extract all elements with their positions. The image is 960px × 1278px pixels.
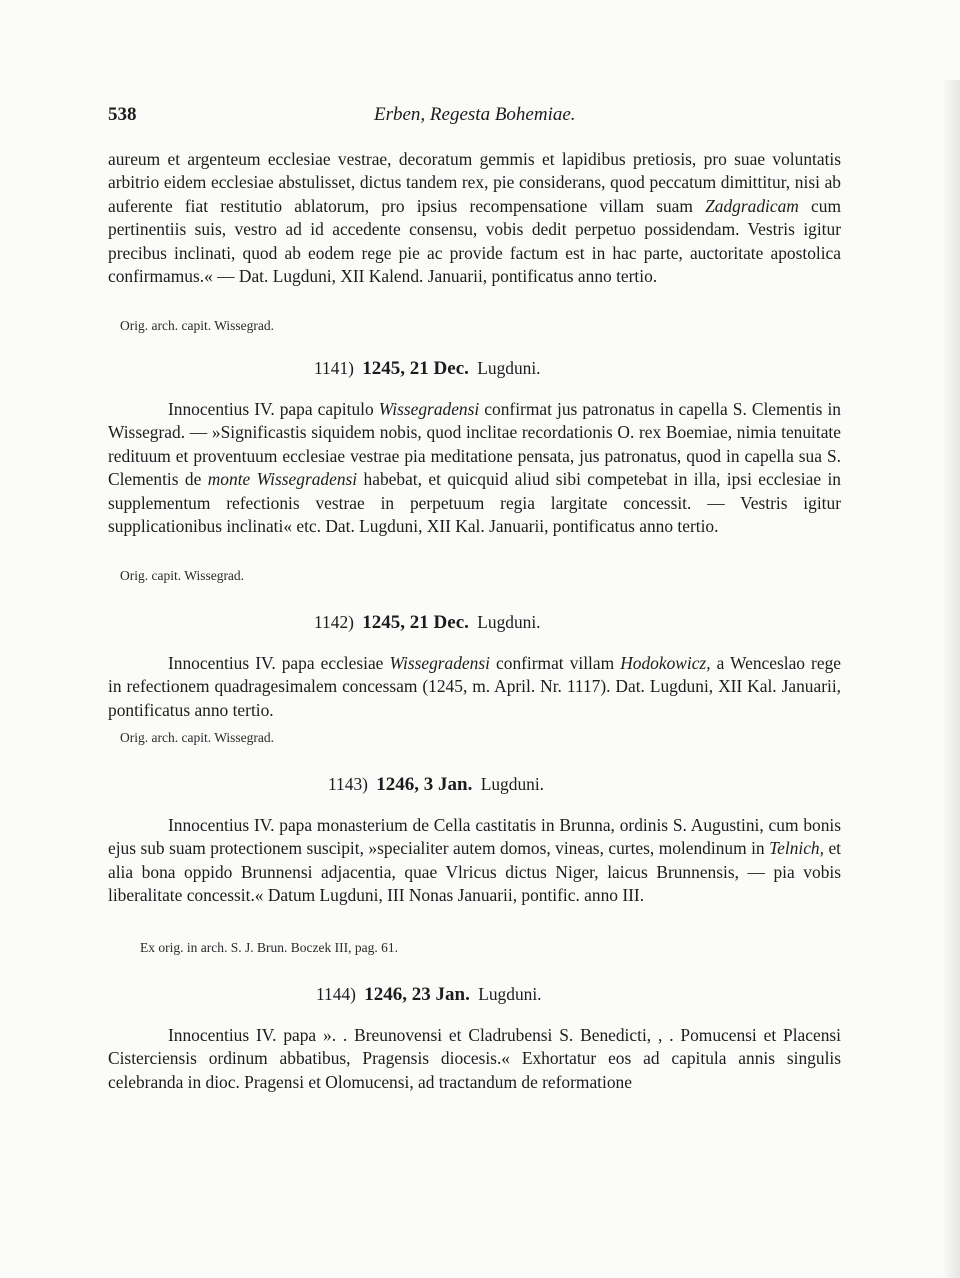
entry-heading bbox=[314, 612, 541, 634]
entry-italic: Wissegradensi bbox=[378, 399, 480, 419]
entry-number: 1142) bbox=[314, 612, 354, 632]
entry-heading bbox=[328, 774, 544, 796]
running-title: Erben, Regesta Bohemiae. bbox=[374, 104, 576, 125]
entry-date: 1246, 23 Jan. bbox=[364, 984, 470, 1005]
continuation-paragraph bbox=[108, 148, 841, 288]
entry-text-part: Innocentius IV. papa monasterium de Cella castitatis in Brunna, ordinis S. Augustini, cum bonis ejus sub suam protectionem suscipit, »specialiter autem domos, vineas, curtes, molendinum in bbox=[108, 815, 841, 859]
entry-place: Lugduni. bbox=[477, 358, 541, 378]
entry-date: 1245, 21 Dec. bbox=[362, 612, 469, 633]
entry-text bbox=[108, 652, 841, 722]
entry-text-part: et alia bona oppido Brunnensi adjacentia, quae Vlricus dictus Niger, laicus Brunnensis, — pia vobis liberalitate concessit.« Datum Lugduni, III Nonas Januarii, pontific. anno III. bbox=[108, 838, 841, 906]
entry-date: 1246, 3 Jan. bbox=[376, 774, 473, 795]
entry-text bbox=[108, 814, 841, 908]
entry-text-part: Innocentius IV. papa ». . Breunovensi et Cladrubensi S. Benedicti, , . Pomucensi et Placensi Cisterciensis ordinum abbatibus, Pragensis diocesis.« Exhortatur eos ad capitula annis singulis celebranda in dioc. Pragensi et Olomucensi, ad tractandum de reformatione bbox=[108, 1025, 841, 1092]
page-header bbox=[108, 104, 848, 134]
page-number: 538 bbox=[108, 104, 137, 125]
entry-text-part: a Wenceslao rege in refectionem quadragesimalem concessam (1245, m. April. Nr. 1117). Dat. Lugduni, XII Kal. Januarii, pontificatus anno tertio. bbox=[108, 653, 841, 720]
entry-text-part: confirmat villam bbox=[489, 653, 621, 673]
entry-heading bbox=[316, 984, 542, 1006]
entry-number: 1143) bbox=[328, 774, 368, 794]
entry-number: 1141) bbox=[314, 358, 354, 378]
entry-text bbox=[108, 1024, 841, 1094]
entry-text-part: Innocentius IV. papa ecclesiae bbox=[168, 653, 390, 673]
continuation-text-2: cum pertinentiis suis, vestro ad id accedente consensu, vobis dedit perpetuo possidendam. Vestris igitur precibus inclinati, quod ab eodem rege pie ac provide factum est in hac parte, auctoritate apostolica confirmamus.« — Dat. Lugduni, XII Kalend. Januarii, pontificatus anno tertio. bbox=[108, 195, 841, 287]
source-note: Orig. arch. capit. Wissegrad. bbox=[120, 318, 275, 333]
continuation-italic: Zadgradicam bbox=[705, 195, 799, 216]
entry-italic: Wissegradensi bbox=[389, 653, 490, 673]
entry-date: 1245, 21 Dec. bbox=[362, 358, 469, 379]
entry-text-part: confirmat jus patronatus in capella S. Clementis in Wissegrad. — »Significastis siquidem nobis, quod inclitae recordationis O. rex Boemiae, nimia tenuitate redituum et proventuum ecclesiae vestrae pia meditatione pensata, jus patronatus, quod in capella sua S. Clementis de bbox=[108, 399, 841, 490]
entry-heading bbox=[314, 358, 541, 380]
entry-italic: Hodokowicz, bbox=[620, 653, 711, 673]
entry-text-part: Innocentius IV. papa capitulo bbox=[168, 399, 379, 419]
source-note: Orig. arch. capit. Wissegrad. bbox=[120, 730, 275, 745]
entry-number: 1144) bbox=[316, 984, 356, 1004]
page-edge-shadow bbox=[942, 80, 960, 1278]
continuation-text-1: aureum et argenteum ecclesiae vestrae, decoratum gemmis et lapidibus pretiosis, pro suae voluntatis arbitrio eidem ecclesiae abstulisset, dictus tandem rex, pie considerans, quod peccatum dimittitur, nisi ab auferente fiat restitutio ablatorum, pro ipsius recompensatione villam suam bbox=[108, 149, 841, 216]
entry-text-part: habebat, et quicquid aliud sibi competebat in illa, ipsi ecclesiae in supplementum refectionis vestrae in perpetuum regia largitate concessit. — Vestris igitur supplicationibus inclinati« etc. Dat. Lugduni, XII Kal. Januarii, pontificatus anno tertio. bbox=[108, 469, 841, 537]
source-note: Ex orig. in arch. S. J. Brun. Boczek III, pag. 61. bbox=[140, 940, 398, 955]
entry-italic: monte Wissegradensi bbox=[207, 469, 358, 490]
entry-place: Lugduni. bbox=[480, 774, 545, 794]
source-note: Orig. capit. Wissegrad. bbox=[120, 568, 245, 583]
entry-text bbox=[108, 398, 841, 538]
entry-place: Lugduni. bbox=[477, 612, 541, 632]
entry-italic: Telnich, bbox=[769, 838, 824, 859]
entry-place: Lugduni. bbox=[478, 984, 542, 1004]
